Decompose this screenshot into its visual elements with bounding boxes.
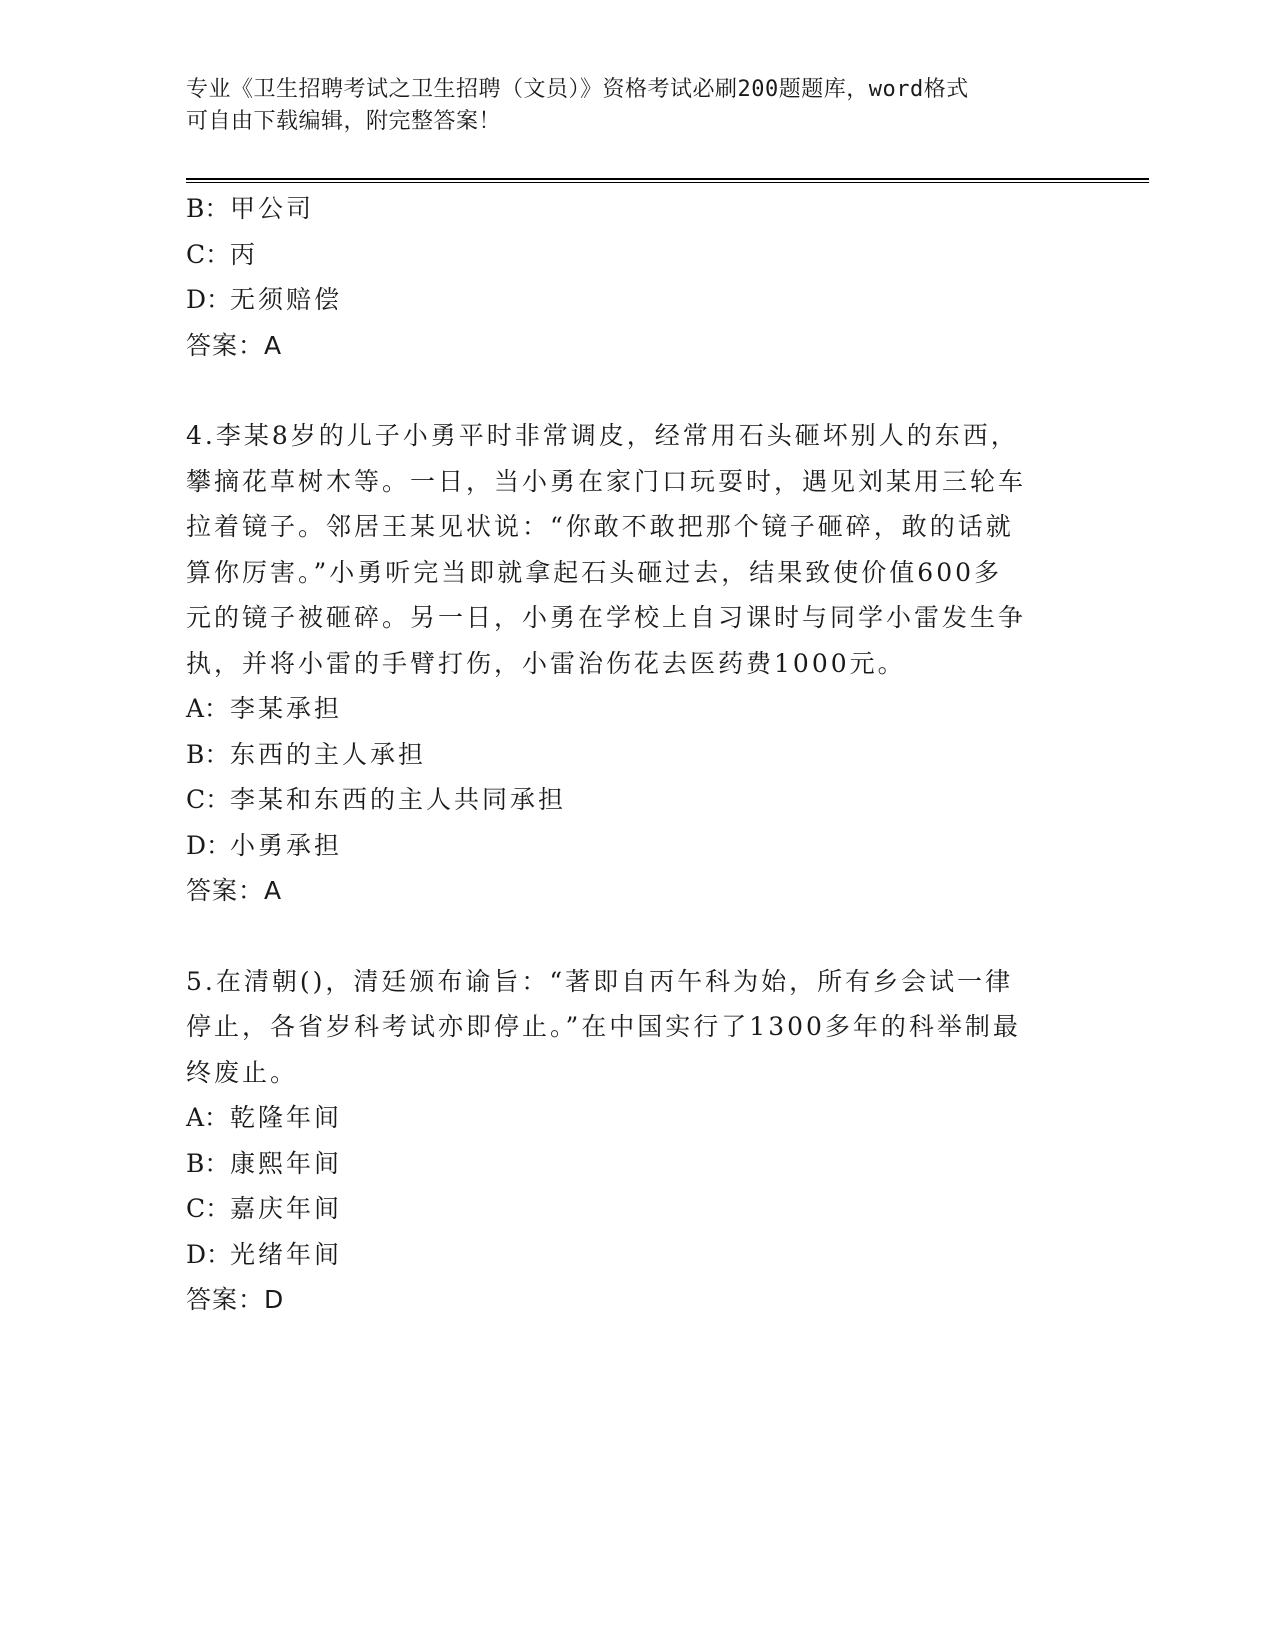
option-c [186,232,1066,278]
document-header [186,74,1066,138]
option-key: C： [186,1194,231,1223]
option-text: 小勇承担 [230,830,343,860]
question-5 [186,959,1066,1323]
option-b [186,1141,1066,1187]
question-text-line: 元的镜子被砸碎。另一日，小勇在学校上自习课时与同学小雷发生争 [186,603,1027,632]
option-text: 乾隆年间 [230,1103,343,1132]
option-text: 光绪年间 [230,1239,343,1269]
header-divider-thick [186,178,1149,180]
option-key: D： [186,830,232,860]
option-key: B： [186,194,230,223]
answer-line: 答案：A [186,876,283,905]
spacer [186,914,1066,959]
header-divider-thin [186,182,1149,183]
question-4 [186,413,1066,914]
answer-line: 答案：A [186,330,283,360]
option-text: 东西的主人承担 [230,739,427,769]
option-key: D： [186,1239,232,1269]
option-text: 康熙年间 [230,1148,343,1178]
option-key: D： [186,285,232,314]
question-text-line: 停止，各省岁科考试亦即停止。”在中国实行了1300多年的科举制最 [186,1012,1021,1041]
option-text: 无须赔偿 [230,285,343,314]
option-d [186,1232,1066,1278]
option-b [186,732,1066,778]
question-content [186,186,1066,1323]
option-text: 李某承担 [230,694,343,723]
option-text: 丙 [230,239,259,269]
option-text: 嘉庆年间 [230,1194,343,1223]
option-d [186,823,1066,869]
option-c [186,1186,1066,1232]
option-text: 甲公司 [230,194,315,223]
header-title-line-1: 专业《卫生招聘考试之卫生招聘（文员）》资格考试必刷200题题库，word格式 [186,77,969,102]
option-key: C： [186,785,231,814]
spacer [186,368,1066,413]
option-text: 李某和东西的主人共同承担 [230,785,567,814]
question-text-line: 4.李某8岁的儿子小勇平时非常调皮，经常用石头砸坏别人的东西， [186,421,1019,450]
option-c [186,777,1066,823]
question-text-line: 算你厉害。”小勇听完当即就拿起石头砸过去，结果致使价值600多 [186,557,1003,587]
option-key: B： [186,1148,230,1178]
option-a [186,1095,1066,1141]
question-text-line: 终废止。 [186,1057,299,1087]
question-3-fragment [186,186,1066,368]
question-text-line: 攀摘花草树木等。一日，当小勇在家门口玩耍时，遇见刘某用三轮车 [186,466,1027,496]
answer-line: 答案：D [186,1285,285,1314]
question-text-line: 5.在清朝()，清廷颁布谕旨：“著即自丙午科为始，所有乡会试一律 [186,966,1014,996]
option-a [186,686,1066,732]
question-text-line: 执，并将小雷的手臂打伤，小雷治伤花去医药费1000元。 [186,648,906,678]
option-key: A： [186,694,230,723]
header-title-line-2: 可自由下载编辑，附完整答案！ [186,109,502,134]
option-d [186,277,1066,323]
option-key: C： [186,239,231,269]
option-key: B： [186,739,230,769]
option-key: A： [186,1103,230,1132]
option-b [186,186,1066,232]
question-text-line: 拉着镜子。邻居王某见状说：“你敢不敢把那个镜子砸碎，敢的话就 [186,512,1014,541]
